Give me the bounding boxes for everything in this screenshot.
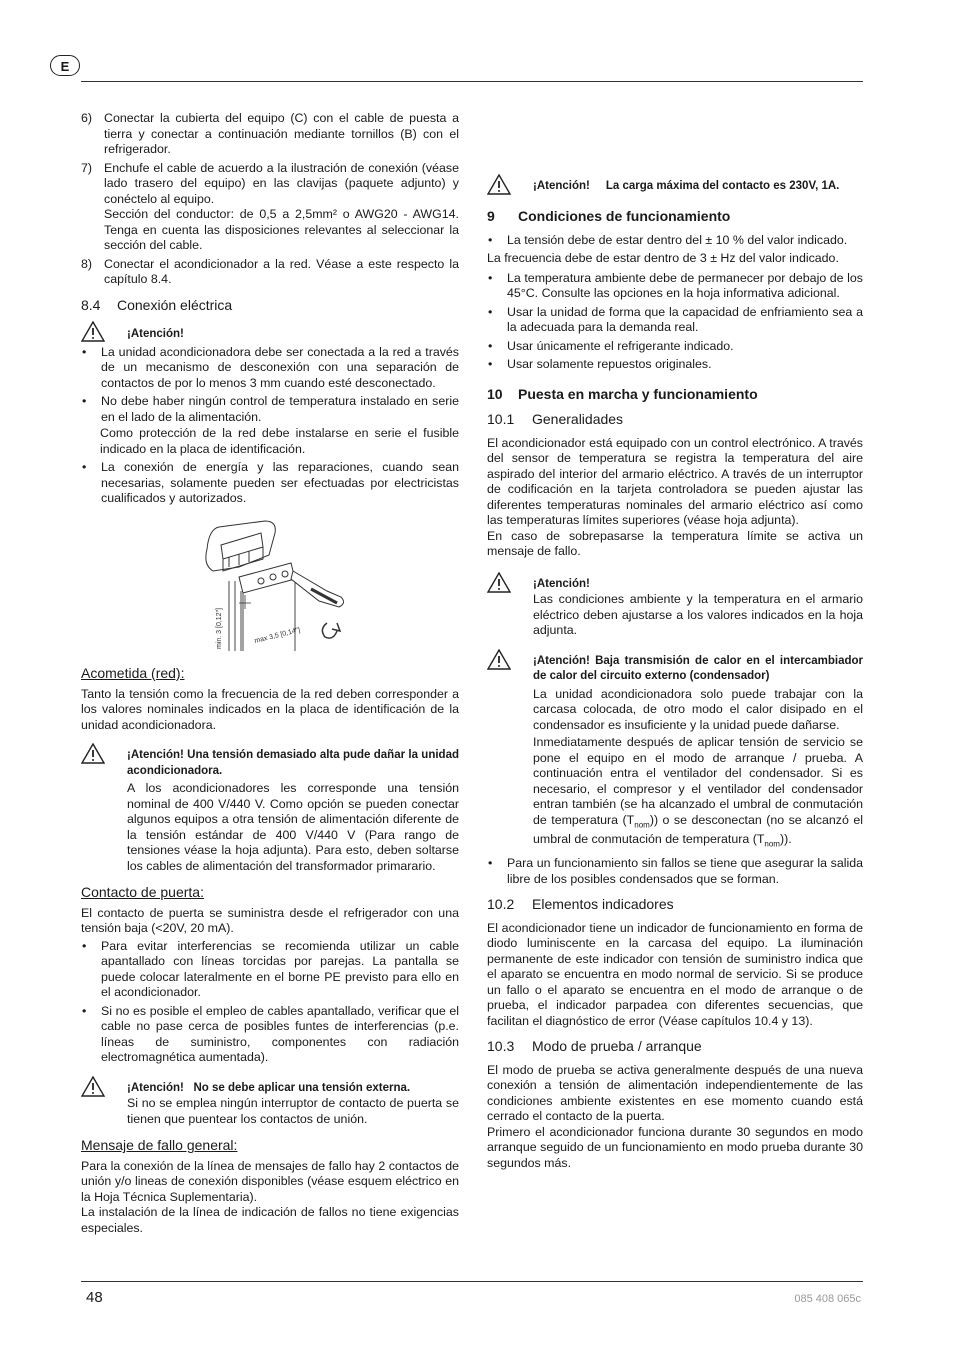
warning-triangle-icon (81, 743, 127, 874)
warning-title: ¡Atención! La carga máxima del contacto es 230V, 1A. (533, 180, 840, 192)
acometida-heading: Acometida (red): (81, 665, 185, 681)
section-title: Elementos indicadores (532, 896, 674, 913)
section-number: 10.2 (487, 896, 515, 913)
step-6 (81, 111, 459, 158)
warning-triangle-icon (487, 649, 533, 853)
step-7 (81, 161, 459, 254)
list-item: • Si no es posible el empleo de cables apantallado, verificar que el cable no pase cerca de posibles funtes de interferencias (p.e. líneas de suministro, componentes con radiación electromagnética aumentada). (82, 1003, 459, 1064)
step-7-text: Enchufe el cable de acuerdo a la ilustración de conexión (véase lado trasero del equipo) en las clavijas (paquete adjunto) y conéctelo al equipo. (104, 160, 459, 206)
step-number: 8) (81, 256, 93, 271)
warning-title: ¡Atención! Baja transmisión de calor en el intercambiador de calor del circuito externo (condensador) (533, 654, 863, 682)
terminal-connection-figure (199, 519, 459, 656)
section-title: Conexión eléctrica (117, 296, 233, 313)
list-item-text: Usar únicamente el refrigerante indicado. (507, 338, 734, 353)
list-item: • Usar únicamente el refrigerante indicado. (487, 339, 863, 355)
contacto-heading: Contacto de puerta: (81, 884, 204, 900)
warning-text: La unidad acondicionadora solo puede trabajar con la carcasa colocada, de otro modo el calor disipado en el condensador es insuficiente y la unidad puede dañarse. (533, 686, 863, 732)
step-text: Conectar el acondicionador a la red. Véase a este respecto la capítulo 8.4. (104, 256, 459, 286)
acometida-paragraph: Tanto la tensión como la frecuencia de la red deben corresponder a los valores nominales indicados en la placa de identificación de la unidad acondicionadora. (81, 686, 459, 732)
list-item-text: La unidad acondicionadora debe ser conectada a la red a través de un mecanismo de desconexión con una separación de contactos de por lo menos 3 mm cuando esté desconectado. (101, 344, 459, 390)
list-item-text: La temperatura ambiente debe de permanecer por debajo de los 45°C. Consulte las opciones en la hoja informativa adicional. (507, 270, 863, 300)
step-7-note: Sección del conductor: de 0,5 a 2,5mm² o AWG20 - AWG14. Tenga en cuenta las disposiciones relevantes al seleccionar la sección del cable. (104, 207, 459, 252)
warning-block (487, 174, 863, 195)
fallo-heading: Mensaje de fallo general: (81, 1137, 238, 1153)
subscript-nom: nom (634, 819, 650, 829)
section-number: 8.4 (81, 296, 101, 313)
warning-text (533, 735, 863, 852)
warning-title: ¡Atención! No se debe aplicar una tensión externa. (127, 1081, 411, 1094)
list-item: • Usar solamente repuestos originales. (487, 357, 863, 373)
warning-text-part: Inmediatamente después de aplicar tensión de servicio se pone el equipo en el modo de arranque / prueba. A continuación entra el ventilador del condensador. Si es necesario, el compresor y el ventilador del condensador entran también (se ha alcanzado el umbral de conmutación de temperatura (T (533, 735, 863, 827)
section-number: 10 (487, 385, 503, 402)
list-item-text: Si no es posible el empleo de cables apantallado, verificar que el cable no pase cerca de posibles funtes de interferencias (p.e. líneas de suministro, componentes con radiación electromagnética aumentada). (101, 1003, 459, 1064)
list-item: • La conexión de energía y las reparaciones, cuando sean necesarias, solamente pueden ser efectuadas por electricistas cualificados y autorizados. (82, 460, 459, 505)
left-column (81, 111, 459, 1236)
language-badge: E (50, 55, 80, 76)
figure-label-strip-length: max 3,5 [0,14"] (253, 626, 301, 645)
section-10-2-heading (487, 897, 863, 913)
warning-block (487, 572, 863, 639)
section-number: 9 (487, 208, 495, 224)
warning-block (81, 743, 459, 874)
warning-text-part: )) o se desconectan (no se alcanzó el umbral de conmutación de temperatura (T (533, 812, 863, 847)
paragraph: En caso de sobrepasarse la temperatura límite se activa un mensaje de fallo. (487, 528, 863, 558)
paragraph: El modo de prueba se activa generalmente después de una nueva conexión a tensión de alimentación independientemente de las condiciones ambiente existentes en ese momento cuando está cerrado el contacto de la puerta. (487, 1062, 863, 1124)
section-10-3-heading (487, 1039, 863, 1055)
list-item: • Para un funcionamiento sin fallos se tiene que asegurar la salida libre de los posibles condensados que se forman. (488, 856, 863, 886)
step-number: 6) (81, 111, 93, 125)
section-10-1-heading (487, 412, 863, 428)
fallo-paragraph: La instalación de la línea de indicación de fallos no tiene exigencias especiales. (81, 1205, 459, 1235)
list-item-text: La conexión de energía y las reparaciones, cuando sean necesarias, solamente pueden ser efectuadas por electricistas cualificados y autorizados. (101, 460, 459, 505)
section-number: 10.3 (487, 1038, 515, 1055)
warning-block (81, 321, 459, 343)
list-item-text: Para evitar interferencias se recomienda utilizar un cable apantallado con líneas torcidas por parejas. La pantalla se puede colocar lateralmente en el borne PE previsto para ello en el acondicionador. (101, 938, 459, 999)
fallo-paragraph: Para la conexión de la línea de mensajes de fallo hay 2 contactos de unión y/o lineas de conexión disponibles (véase esquem eléctrico en la Hoja Técnica Suplementaria). (81, 1158, 459, 1204)
figure-label-min: min. 3 [0,12"] (216, 607, 223, 649)
right-column (487, 180, 863, 1171)
warning-text: A los acondicionadores les corresponde una tensión nominal de 400 V/440 V. Como opción se pueden conectar algunos equipos a otra tensión de alimentación diferente de la tensión estándar de 400 V/440 V (Para rango de tensiones véase la hoja adjunta). Para esto, deben soltarse los cables de alimentación del transformador primarario. (127, 781, 459, 873)
section-title: Puesta en marcha y funcionamiento (518, 385, 758, 402)
footer-rule (81, 1281, 863, 1282)
list-item: • No debe haber ningún control de temperatura instalado en serie en el lado de la alimentación. (82, 394, 459, 424)
paragraph: La frecuencia debe de estar dentro de 3 ± Hz del valor indicado. (487, 251, 839, 265)
section-10-heading (487, 387, 863, 403)
paragraph: Primero el acondicionador funciona durante 30 segundos en modo arranque seguido de un funcionamiento en modo prueba durante 30 segundos más. (487, 1124, 863, 1170)
step-text: Conectar la cubierta del equipo (C) con el cable de puesta a tierra y conectar a continuación mediante tornillos (B) con el refrigerador. (104, 111, 459, 156)
section-number: 10.1 (487, 411, 515, 427)
paragraph: El acondicionador tiene un indicador de funcionamiento en forma de diodo luminiscente en la carcasa del equipo. La iluminación permanente de este indicador con tensión de suministro indica que el aparato se encuentra en modo normal de servicio. Si se produce un fallo o el aparato se encuentra en el modo de arranque o de prueba, el indicador parpadea con diferentes secuencias, que facilitan el diagnóstico de error (Véase capítulos 10.4 y 13). (487, 920, 863, 1028)
warning-title: ¡Atención! Una tensión demasiado alta pude dañar la unidad acondicionadora. (127, 749, 459, 777)
list-item-text: Usar la unidad de forma que la capacidad de enfriamiento sea a la adecuada para la demanda real. (507, 304, 863, 334)
header-rule (81, 81, 863, 82)
warning-text: Las condiciones ambiente y la temperatura en el armario eléctrico deben ajustarse a los valores indicados en la hoja adjunta. (533, 592, 863, 637)
list-item-text: Para un funcionamiento sin fallos se tiene que asegurar la salida libre de los posibles condensados que se forman. (507, 856, 863, 886)
warning-triangle-icon (487, 174, 533, 195)
section-8-4-heading (81, 298, 459, 314)
list-item: • La unidad acondicionadora debe ser conectada a la red a través de un mecanismo de desconexión con una separación de contactos de por lo menos 3 mm cuando esté desconectado. (82, 344, 459, 390)
step-number: 7) (81, 160, 93, 175)
warning-title: ¡Atención! (533, 577, 590, 590)
page-number: 48 (86, 1289, 103, 1306)
list-item: • La tensión debe de estar dentro del ± 10 % del valor indicado. (487, 233, 863, 249)
list-item-subtext: Como protección de la red debe instalarse en serie el fusible indicado en la placa de identificación. (100, 426, 459, 456)
step-text (104, 161, 459, 254)
section-title: Generalidades (532, 411, 624, 427)
list-item-text: No debe haber ningún control de temperatura instalado en serie en el lado de la alimentación. (101, 394, 459, 424)
warning-title: ¡Atención! (127, 328, 184, 340)
step-8 (81, 257, 459, 288)
list-item-text: Usar solamente repuestos originales. (507, 357, 712, 371)
list-item: • Para evitar interferencias se recomienda utilizar un cable apantallado con líneas torcidas por parejas. La pantalla se puede colocar lateralmente en el borne PE previsto para ello en el acondicionador. (82, 938, 459, 999)
list-item: • La temperatura ambiente debe de permanecer por debajo de los 45°C. Consulte las opciones en la hoja informativa adicional. (488, 270, 863, 300)
contacto-paragraph: El contacto de puerta se suministra desde el refrigerador con una tensión baja (<20V, 20 mA). (81, 905, 459, 935)
warning-triangle-icon (487, 572, 533, 639)
paragraph: El acondicionador está equipado con un control electrónico. A través del sensor de temperatura se registra la temperatura del aire aspirado del interior del armario eléctrico. A través de un interruptor de codificación en la tarjeta controladora se pueden ajustar las diferentes temperaturas nominales del armario eléctrico así como las temperaturas límites superiores (véase hoja adjunta). (487, 435, 863, 527)
document-number: 085 408 065c (794, 1293, 861, 1305)
section-title: Modo de prueba / arranque (532, 1038, 702, 1055)
warning-triangle-icon (81, 1076, 127, 1128)
section-title: Condiciones de funcionamiento (518, 208, 731, 224)
section-9-heading (487, 209, 863, 225)
subscript-nom: nom (764, 839, 780, 849)
warning-block (487, 649, 863, 853)
warning-triangle-icon (81, 321, 127, 343)
list-item: • Usar la unidad de forma que la capacidad de enfriamiento sea a la adecuada para la demanda real. (488, 304, 863, 334)
warning-block (81, 1076, 459, 1128)
list-item-text: La tensión debe de estar dentro del ± 10 % del valor indicado. (507, 232, 848, 247)
warning-text-part: )). (779, 832, 792, 847)
warning-text: Si no se emplea ningún interruptor de contacto de puerta se tienen que puentear los contactos de unión. (127, 1096, 459, 1126)
